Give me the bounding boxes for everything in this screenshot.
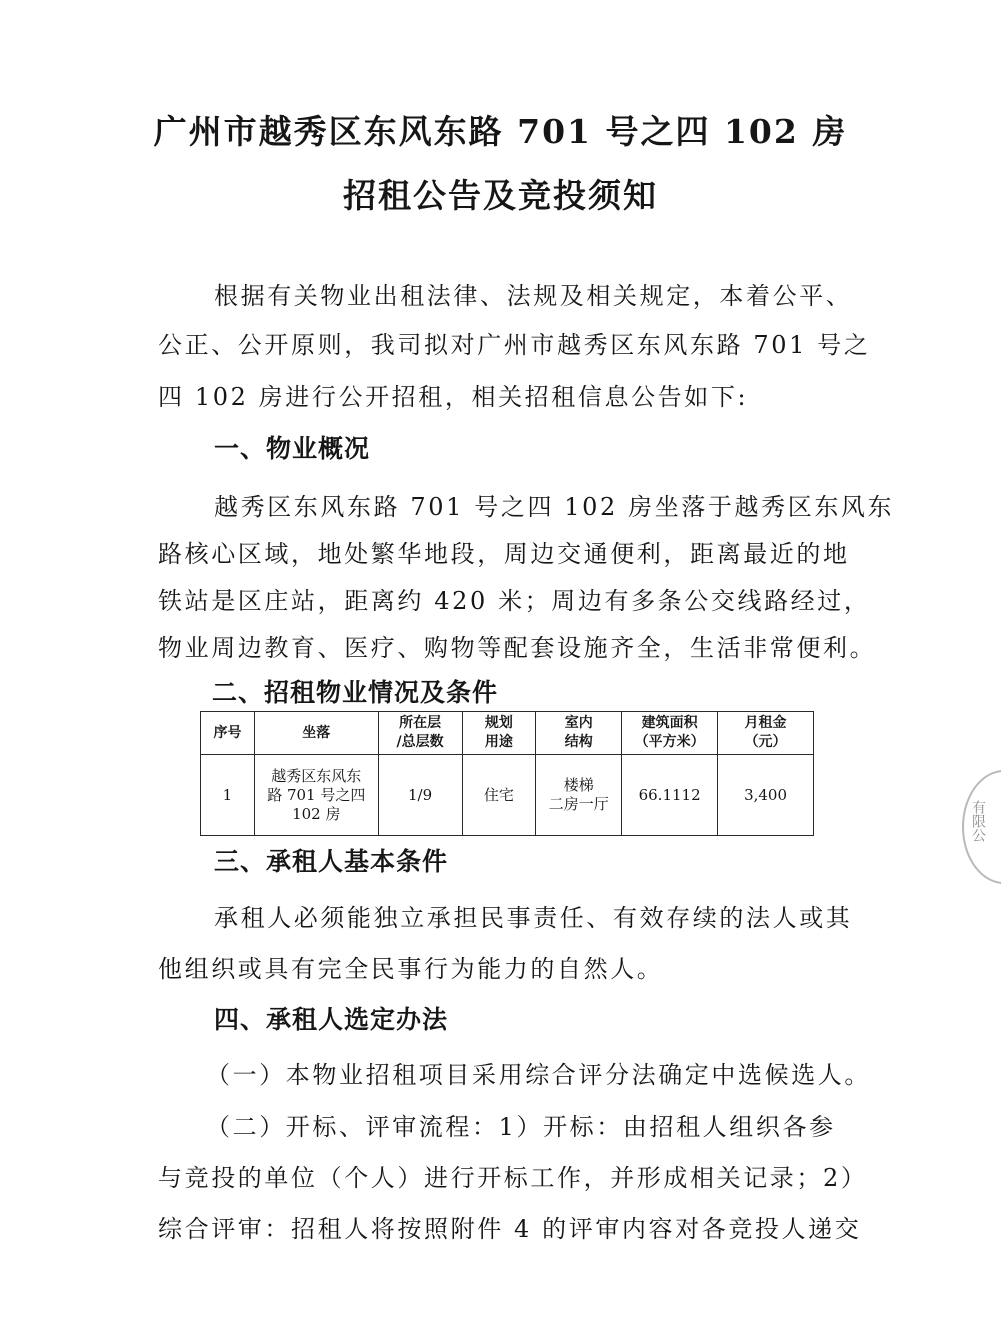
table-cell: 66.1112 [622, 755, 718, 836]
section4-item-1: （一）本物业招租项目采用综合评分法确定中选候选人。 [206, 1061, 871, 1089]
section4-heading: 四、承租人选定办法 [214, 1005, 449, 1034]
title-line-2: 招租公告及竞投须知 [343, 176, 658, 215]
title-line-1: 广州市越秀区东风东路 701 号之四 102 房 [153, 112, 848, 151]
section3-line-2: 他组织或具有完全民事行为能力的自然人。 [158, 955, 664, 983]
section1-line-1: 越秀区东风东路 701 号之四 102 房坐落于越秀区东风东 [214, 493, 895, 521]
table-cell: 1/9 [378, 755, 462, 836]
header-cell: 坐落 [254, 712, 378, 755]
section4-item-2-line-2: 与竞投的单位（个人）进行开标工作，并形成相关记录；2） [158, 1164, 868, 1192]
header-cell: 建筑面积 （平方米） [622, 712, 718, 755]
header-cell: 月租金 （元） [718, 712, 814, 755]
section4-item-2-line-1: （二）开标、评审流程：1）开标：由招租人组织各参 [206, 1113, 836, 1141]
header-cell: 序号 [201, 712, 255, 755]
intro-line-1: 根据有关物业出租法律、法规及相关规定，本着公平、 [214, 282, 853, 310]
section1-line-2: 路核心区域，地处繁华地段，周边交通便利，距离最近的地 [158, 540, 850, 568]
intro-line-2: 公正、公开原则，我司拟对广州市越秀区东风东路 701 号之 [158, 331, 871, 359]
table-header-row [201, 712, 814, 755]
section1-line-3: 铁站是区庄站，距离约 420 米；周边有多条公交线路经过， [158, 587, 871, 615]
table-cell: 1 [201, 755, 255, 836]
table-row [201, 755, 814, 836]
property-table [200, 711, 814, 836]
header-cell: 所在层 /总层数 [378, 712, 462, 755]
section3-heading: 三、承租人基本条件 [214, 847, 449, 876]
section1-line-4: 物业周边教育、医疗、购物等配套设施齐全，生活非常便利。 [158, 634, 877, 662]
table-cell: 3,400 [718, 755, 814, 836]
section3-line-1: 承租人必须能独立承担民事责任、有效存续的法人或其 [214, 904, 853, 932]
header-cell: 室内 结构 [536, 712, 622, 755]
table-cell: 楼梯 二房一厅 [536, 755, 622, 836]
table-cell: 越秀区东风东 路 701 号之四 102 房 [254, 755, 378, 836]
seal-stamp-text: 有限公 [970, 800, 986, 842]
header-cell: 规划 用途 [462, 712, 536, 755]
intro-line-3: 四 102 房进行公开招租，相关招租信息公告如下: [158, 383, 749, 411]
section1-heading: 一、物业概况 [214, 434, 371, 463]
section2-heading: 二、招租物业情况及条件 [212, 678, 499, 707]
section4-item-2-line-3: 综合评审：招租人将按照附件 4 的评审内容对各竞投人递交 [158, 1215, 862, 1243]
table-cell: 住宅 [462, 755, 536, 836]
